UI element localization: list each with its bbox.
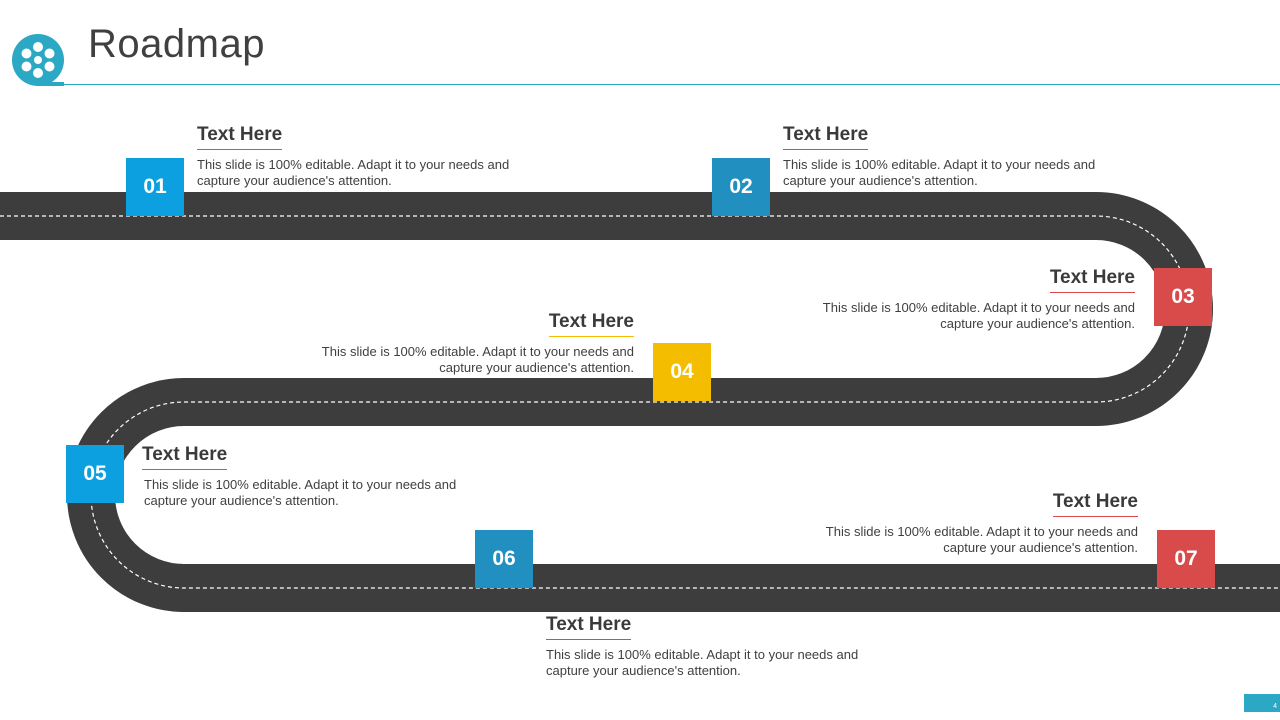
milestone-07 xyxy=(798,491,1138,556)
step-marker-04: 04 xyxy=(653,343,711,401)
milestone-03 xyxy=(795,267,1135,332)
milestone-06 xyxy=(546,614,886,679)
milestone-05 xyxy=(142,444,482,509)
milestone-description: This slide is 100% editable. Adapt it to your needs and capture your audience's attention. xyxy=(546,647,859,678)
milestone-01 xyxy=(197,124,537,189)
step-marker-03: 03 xyxy=(1154,268,1212,326)
milestone-heading: Text Here xyxy=(1053,491,1138,517)
milestone-heading: Text Here xyxy=(546,614,631,640)
milestone-description: This slide is 100% editable. Adapt it to your needs and capture your audience's attention. xyxy=(825,524,1138,555)
milestone-description: This slide is 100% editable. Adapt it to your needs and capture your audience's attention. xyxy=(321,344,634,375)
step-marker-07: 07 xyxy=(1157,530,1215,588)
milestone-heading: Text Here xyxy=(549,311,634,337)
milestone-description: This slide is 100% editable. Adapt it to your needs and capture your audience's attention. xyxy=(822,300,1135,331)
page-number: 4 xyxy=(1244,694,1280,712)
milestone-description: This slide is 100% editable. Adapt it to your needs and capture your audience's attention. xyxy=(197,157,510,188)
milestone-description: This slide is 100% editable. Adapt it to your needs and capture your audience's attention. xyxy=(144,477,457,508)
milestone-04 xyxy=(294,311,634,376)
milestone-02 xyxy=(783,124,1123,189)
milestone-heading: Text Here xyxy=(1050,267,1135,293)
step-marker-06: 06 xyxy=(475,530,533,588)
milestone-heading: Text Here xyxy=(197,124,282,150)
step-marker-02: 02 xyxy=(712,158,770,216)
milestone-heading: Text Here xyxy=(142,444,227,470)
milestone-description: This slide is 100% editable. Adapt it to your needs and capture your audience's attention. xyxy=(783,157,1096,188)
step-marker-05: 05 xyxy=(66,445,124,503)
milestone-heading: Text Here xyxy=(783,124,868,150)
page-title: Roadmap xyxy=(88,22,265,66)
step-marker-01: 01 xyxy=(126,158,184,216)
